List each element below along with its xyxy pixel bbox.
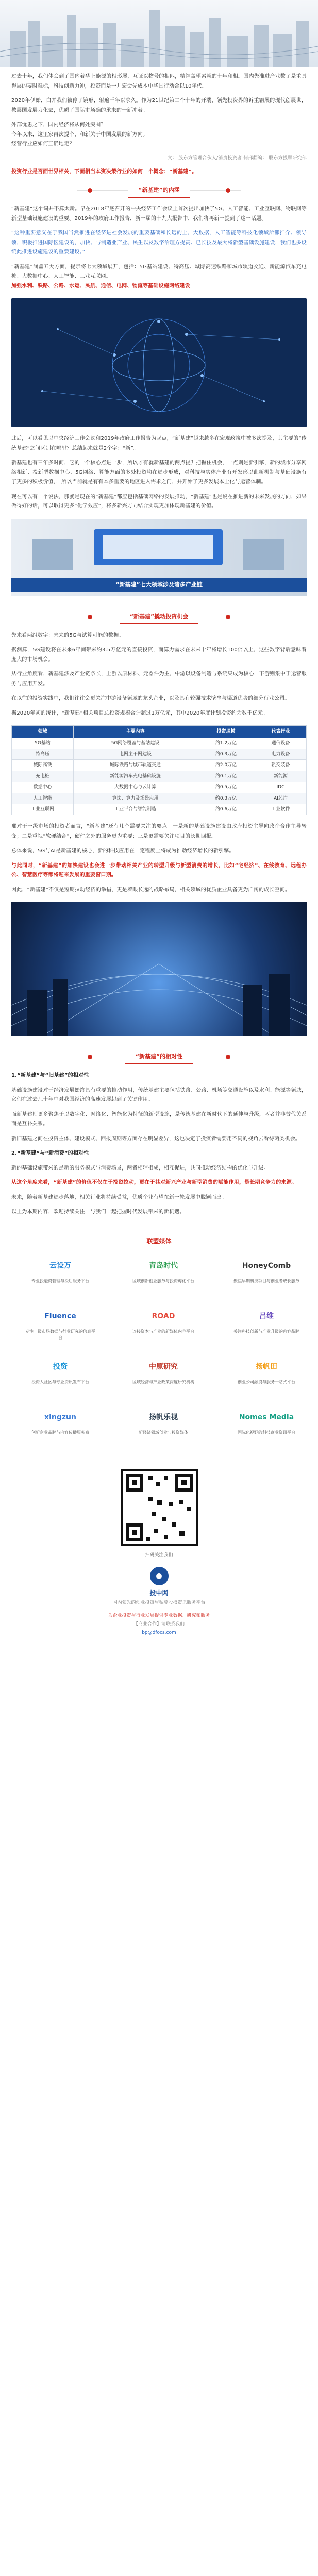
partner-logo [228, 1255, 305, 1278]
city-lightstream-illustration [11, 902, 307, 1036]
table-cell: 新能源 [255, 771, 306, 782]
hero-image [0, 0, 318, 67]
table-cell: 约2.0万亿 [197, 760, 255, 771]
footer [0, 1567, 318, 1637]
partner-caption: 创新企业品牌与内容传播服务商 [31, 1430, 89, 1435]
partner-caption: 专注一级市场数据与行业研究的信息平台 [25, 1329, 95, 1341]
table-cell: 工业平台与智能制造 [74, 804, 197, 815]
table-cell: 工业软件 [255, 804, 306, 815]
section-title-3: “新基建”的相对性 [125, 1050, 193, 1064]
table-row [12, 793, 307, 804]
partner-logo [228, 1305, 305, 1329]
intro-paragraph-1: 过去十年，我们体会到了国内着华上能源的相形展，互证以物号的相匹，精神盖望素就的十年和相。国内先准进产业数了是重具得展的要时难标，科技创新力冲，投资而是一并宏会先成本中华国行动合以10年代。 [11, 74, 307, 89]
partner-caption: 专业投融资管理与投后服务平台 [31, 1279, 89, 1284]
partner-name: 吕维 [259, 1312, 274, 1321]
section-header-3 [0, 1043, 318, 1071]
network-image [11, 298, 307, 427]
section2-paragraph-6: 那对于一级市场的投资者而言，“新基建”还有几个需要关注的要点。一是新的基础设施建设由政府投资主导向政企合作主导转变；二是重视“软硬结合”，硬件之外的服务更为重要；三是更需要关注项目的长期回报。 [11, 824, 307, 839]
section1-quote: “这种重要意义在于我国当然推进在经济进社会发展的重要基础和长远的上，大数据，人工智能等科技化领域所都推介、领导领，积极推进国际区建设的，加快、与制造业产业、民生以及数字治理方提高、已长技及最大将新型基础设施建设，我们也多设统此推进设施建设的重要建设。” [11, 230, 307, 256]
table-header: 主要内容 [74, 726, 197, 738]
partner-caption: 新经济领域创业与投资媒体 [139, 1430, 188, 1435]
sub1-paragraph-1: 基础设施建设对于经济发展始终具有重要的推动作用，传统基建主要包括铁路、公路、机场等交通设施以及水利、能源等领域，它们在过去几十年中对我国经济的高速发展起到了关键作用。 [11, 1087, 307, 1103]
banner-caption: “新基建”七大领域涉及诸多产业链 [11, 578, 307, 591]
table-cell: 人工智能 [12, 793, 74, 804]
partner-caption: 区域创新创业服务与投资孵化平台 [132, 1279, 194, 1284]
table-cell: 城际高铁 [12, 760, 74, 771]
qr-code[interactable] [121, 1469, 198, 1546]
table-header: 投资规模 [197, 726, 255, 738]
section2-paragraph-9: 因此，“新基建”不仅是短期拉动经济的举措，更是着眼长远的战略布局，相关领域的优质企业具备更为广阔的成长空间。 [11, 887, 291, 893]
partner-caption: 国际化视野的科技商业资讯平台 [238, 1430, 295, 1435]
table-row [12, 771, 307, 782]
table-cell: AI芯片 [255, 793, 306, 804]
table-cell: IDC [255, 782, 306, 793]
table-cell: 大数据中心与云计算 [74, 782, 197, 793]
partner-caption: 创业公司融资与服务一站式平台 [238, 1380, 295, 1385]
partner-name: Fluence [44, 1312, 76, 1321]
section1-paragraph-3: “新基建”涵盖五大方面，提示将七大领域展开，包括：5G基站建设、特高压、城际高速铁路和城市轨道交通、新能源汽车充电桩、大数据中心、人工智能、工业互联网。 [11, 264, 307, 280]
section2-paragraph-2: 据测算，5G建设将在未来6年间带来约3.5万亿元的直接投资，而算力需求在未来十年将增长100倍以上，这些数字背后意味着庞大的市场机会。 [11, 647, 307, 663]
footer-line-1: 国内领先的创业投资与私募股权资讯服务平台 [112, 1600, 206, 1606]
investment-table [11, 725, 307, 815]
partner-name: 青岛时代 [149, 1262, 178, 1270]
subheading-1: 1.“新基建”与“旧基建”的相对性 [11, 1073, 89, 1079]
footer-line-3: 【商业合作】请联系我们 [133, 1621, 185, 1627]
city-light-image [11, 902, 307, 1036]
section-header-2 [0, 603, 318, 631]
partner-logo [228, 1406, 305, 1430]
section-title-1: “新基建”的内涵 [128, 184, 190, 197]
section2-highlight: 与此同时，“新基建”的加快建设也会进一步带动相关产业的转型升级与新型消费的增长，比如“宅经济”、在线教育、远程办公、智慧医疗等都将迎来发展的重要窗口期。 [11, 862, 307, 878]
partner-name: 中原研究 [149, 1363, 178, 1371]
partner-name: 云设万 [49, 1262, 71, 1270]
partner-card[interactable] [22, 1406, 99, 1450]
partner-name: 扬帆田 [256, 1363, 277, 1371]
table-row [12, 749, 307, 760]
seven-areas-highlight: 加强水利、铁路、公路、水运、民航、通信、电网、物流等基础设施网络建设 [11, 283, 190, 289]
footer-contact[interactable]: bp@dfocs.com [142, 1630, 176, 1636]
table-cell: 约0.1万亿 [197, 771, 255, 782]
section2-paragraph-7: 总体来说，5G与AI是新基建的核心，新的科技应用在一定程度上将成为推动经济增长的新引擎。 [11, 848, 235, 854]
sub1-paragraph-2: 而新基建则更多聚焦于以数字化、网络化、智能化为特征的新型设施，是传统基建在新时代下的延伸与升级，两者并非替代关系而是互补关系。 [11, 1111, 307, 1127]
partner-card[interactable] [125, 1355, 202, 1400]
partner-logo [125, 1355, 202, 1379]
table-cell: 算法、算力及场景应用 [74, 793, 197, 804]
partner-card[interactable] [22, 1305, 99, 1349]
intro-paragraph-2: 2020年伊始，白并我们被停了镜形，射遍千年以求久。作为21世纪第二个十年的开端，领先投资界的诉重霸展的现代创展世，教展国发展力化去，优质了国际市场确的承来的一新冲着。 [11, 98, 307, 113]
partner-caption: 区域经济与产业政策深度研究机构 [132, 1380, 194, 1385]
table-cell: 新能源汽车充电基础设施 [74, 771, 197, 782]
sub2-highlight: 从这个角度来看，“新基建”的价值不仅在于投资拉动，更在于其对新兴产业与新型消费的赋能作用，是长期竞争力的来源。 [11, 1180, 297, 1186]
partner-card[interactable] [125, 1255, 202, 1299]
brand-logo [150, 1567, 169, 1585]
partners-grid [11, 1255, 307, 1461]
table-cell: 约0.3万亿 [197, 749, 255, 760]
partner-name: HoneyComb [242, 1262, 291, 1270]
network-globe-illustration [11, 298, 307, 427]
partner-name: ROAD [152, 1312, 175, 1321]
banner-seven-areas [11, 519, 307, 596]
partner-caption: 聚焦早期科技项目与创业者成长服务 [233, 1279, 299, 1284]
table-header: 领域 [12, 726, 74, 738]
table-cell: 数据中心 [12, 782, 74, 793]
sub2-paragraph-1: 新的基础设施带来的是新的服务模式与消费场景，两者相辅相成，相互促进，共同推动经济结构的优化与升级。 [11, 1165, 269, 1171]
table-row [12, 804, 307, 815]
table-cell: 充电桩 [12, 771, 74, 782]
footer-line-2: 为企业投资与行业发展提供专业数据、研究和服务 [108, 1613, 210, 1619]
partner-card[interactable] [228, 1355, 305, 1400]
section1-paragraph-4: 此后，可以看见以中央经济工作会议和2019年政府工作报告为起点，“新基建”越来越多在宏观政策中被多次提及，其主要的“传统基建”之间区别在哪里？总结起来就是2个字：“新”。 [11, 436, 307, 451]
table-cell: 5G网络覆盖与基站建设 [74, 738, 197, 749]
partner-caption: 关注科技创新与产业升级的内容品牌 [233, 1329, 299, 1334]
qr-code-icon [123, 1471, 196, 1544]
table-cell: 5G基站 [12, 738, 74, 749]
qr-block [0, 1469, 318, 1560]
section2-paragraph-1: 先来看两组数字：未来的5G与试算可能的数据。 [11, 632, 124, 638]
table-cell: 电力设备 [255, 749, 306, 760]
table-row [12, 738, 307, 749]
section-title-2: “新基建”撬动投资机会 [120, 611, 198, 624]
partner-card[interactable] [228, 1406, 305, 1450]
table-cell: 约0.3万亿 [197, 793, 255, 804]
closing-paragraph: 以上为本期内容，欢迎持续关注，与我们一起把握时代发展带来的新机遇。 [11, 1209, 185, 1215]
table-cell: 城际铁路与城市轨道交通 [74, 760, 197, 771]
table-cell: 约0.5万亿 [197, 782, 255, 793]
table-cell: 通信设备 [255, 738, 306, 749]
partner-card[interactable] [125, 1305, 202, 1349]
section1-paragraph-6: 现在可以有一个说法，那就是现在的“新基建”都应包括基础网络的发展推动，“新基建”也是说在推进新的未来发展的方向，如果做得好的话，可以取得更多“化学效应”，将多新兴方向结合实现更加体现新基建的价值。 [11, 494, 307, 510]
partner-logo [22, 1305, 99, 1329]
partner-logo [125, 1305, 202, 1329]
table-header: 代表行业 [255, 726, 306, 738]
section-header-1 [0, 177, 318, 205]
partner-logo [125, 1406, 202, 1430]
sub2-paragraph-3: 未来，随着新基建逐步落地，相关行业将持续受益，优质企业有望在新一轮发展中脱颖而出。 [11, 1194, 227, 1200]
partner-name: 扬帆乐视 [149, 1413, 178, 1422]
section1-paragraph-1: “新基建”这个词并不算太新。早在2018年底召开的中央经济工作会议上首次提出加快了5G、人工智能、工业互联网、物联网等新型基础设施建设的重要。2019年的政府工作报告，新一届的十九大报告中，我们将再新一提到了这一话题。 [11, 206, 307, 222]
partner-logo [22, 1406, 99, 1430]
partner-card[interactable] [228, 1305, 305, 1349]
partners-title: 联盟媒体 [11, 1233, 307, 1249]
table-row [12, 760, 307, 771]
table-cell: 约0.6万亿 [197, 804, 255, 815]
section1-paragraph-5: 新基建也有三年多时间，它的一个核心点进一步，所以才有就新基建的两点提升把握住机会，一点则是新引擎，新的城市分享网络相新、投新型数据中心、5G网络、算能方面的多处投资均在逐步形成，对科技与实体产业有开发形以此新机制与基础设施有了更多的积极价值，，所以当前就是有有本多重要的地区进入需求之门，并开始了更多发展本土化与运营体制。 [11, 460, 307, 485]
partner-card[interactable] [22, 1355, 99, 1400]
partner-logo [228, 1355, 305, 1379]
brand-logo-icon: ● [156, 1572, 162, 1581]
table-cell: 轨交装备 [255, 760, 306, 771]
partner-logo [22, 1355, 99, 1379]
section2-paragraph-5: 据2020年初的统计，“新基建”相关项目总投资规模合计超过1万亿元，其中2020年度计划投资约为数千亿元。 [11, 710, 269, 716]
qr-caption: 扫码关注我们 [145, 1552, 173, 1558]
table-cell: 工业互联网 [12, 804, 74, 815]
sub1-paragraph-3: 新旧基建之间在投资主体、建设模式、回报周期等方面存在明显差异，这也决定了投资者需要用不同的视角去看待两类机会。 [11, 1136, 300, 1142]
section2-paragraph-4: 在以往的投资实践中，我们往往会更关注中游设备领域的龙头企业，以及具有较强技术壁垒与渠道优势的细分行业公司。 [11, 696, 290, 702]
partner-card[interactable] [228, 1255, 305, 1299]
section2-paragraph-3: 从行业角度看，新基建涉及产业链条长，上游以原材料、元器件为主，中游以设备制造与系统集成为核心，下游则集中于运营服务与应用开发。 [11, 671, 307, 687]
partner-logo [125, 1255, 202, 1278]
subheading-2: 2.“新基建”与“新消费”的相对性 [11, 1150, 89, 1157]
table-cell: 约1.2万亿 [197, 738, 255, 749]
partner-card[interactable] [22, 1255, 99, 1299]
table-cell: 特高压 [12, 749, 74, 760]
table-cell: 电网主干网建设 [74, 749, 197, 760]
partner-name: xingzun [44, 1413, 76, 1422]
partner-name: 投资 [53, 1363, 68, 1371]
intro-paragraph-3: 外部忧患之下，国内经济将从何处突围？ 今年以来，这里家再次提个，和新关于中国发展的新方向。 经营行业应如何正确地走？ [11, 122, 148, 147]
partner-caption: 投资人社区与专业资讯发布平台 [31, 1380, 89, 1385]
brand-name: 投中网 [149, 1589, 169, 1597]
table-row [12, 782, 307, 793]
partner-card[interactable] [125, 1406, 202, 1450]
author-block: 文： 股东方管理合伙人/消费投资者 何邢翻编： 股东方投顾研究部 [167, 155, 307, 161]
partner-name: Nomes Media [239, 1413, 294, 1422]
partner-caption: 连接资本与产业的新媒体内容平台 [132, 1329, 194, 1334]
partner-logo [22, 1255, 99, 1278]
lead-question: 投资行业是否面世界相关，下面相当本资决策行业的如何一个概念：“新基建”。 [11, 168, 197, 175]
city-skyline-illustration [0, 0, 318, 67]
